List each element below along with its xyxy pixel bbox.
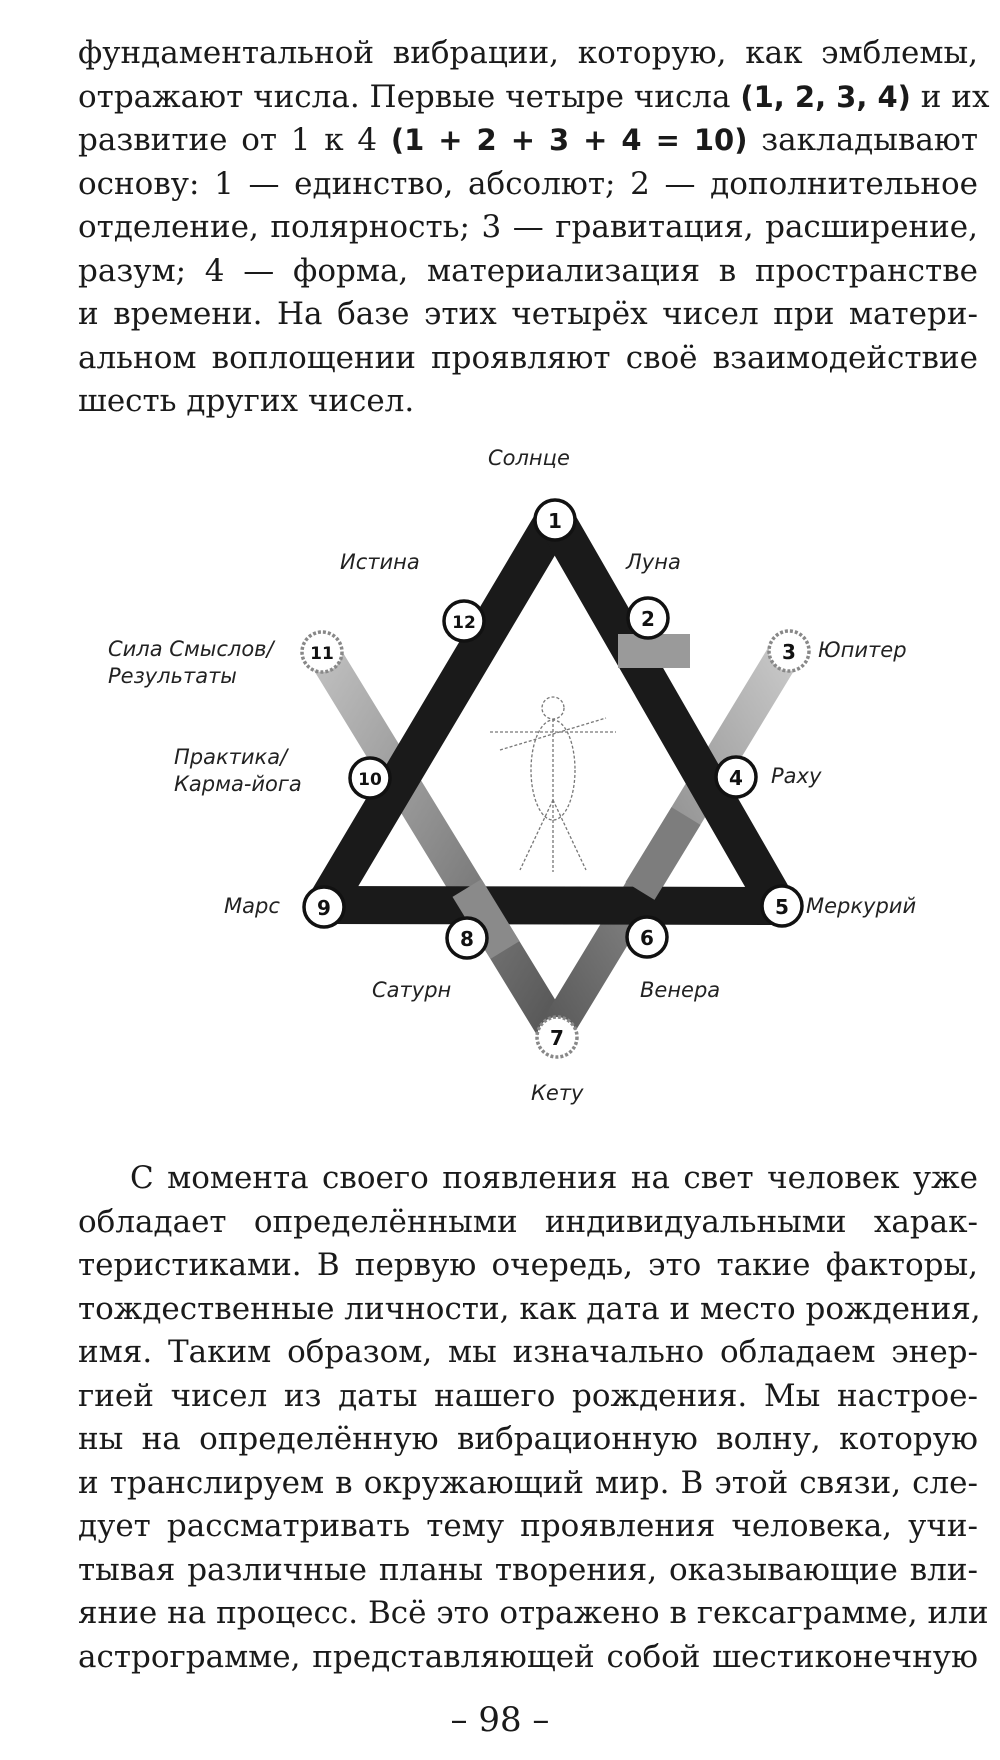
label-saturn: Сатурн — [372, 978, 452, 1002]
text-line: тывая различные планы творения, оказывающие вли- — [78, 1551, 978, 1588]
label-rahu: Раху — [771, 764, 822, 788]
text-line: теристиками. В первую очередь, это такие факторы, — [78, 1247, 978, 1283]
text-line: альном воплощении проявляют своё взаимодействие — [78, 339, 978, 376]
node-9 — [304, 887, 344, 927]
text-line: и транслируем в окружающий мир. В этой связи, сле- — [78, 1464, 978, 1501]
node-number: 6 — [640, 926, 654, 950]
text-line: разум; 4 — форма, материализация в пространстве — [78, 252, 978, 289]
node-number: 9 — [317, 896, 331, 920]
text-fragment: отражают числа. Первые четыре числа — [78, 78, 731, 115]
label-ketu: Кету — [531, 1081, 584, 1105]
text-line: фундаментальной вибрации, которую, как эмблемы, — [78, 35, 978, 71]
label-jupiter: Юпитер — [818, 638, 907, 662]
node-number: 11 — [310, 644, 334, 664]
label-moon: Луна — [626, 550, 681, 574]
text-line: тождественные личности, как дата и место рождения, — [78, 1290, 981, 1327]
node-6 — [627, 917, 667, 957]
hexagram-diagram — [0, 440, 1000, 1120]
text-line: обладает определёнными индивидуальными харак- — [78, 1203, 978, 1240]
text-line: отделение, полярность; 3 — гравитация, расширение, — [78, 209, 978, 245]
node-number: 2 — [641, 607, 655, 631]
node-number: 7 — [550, 1026, 564, 1050]
page-number: – 98 – — [450, 1700, 550, 1740]
bottom-paragraph — [78, 1157, 989, 1679]
node-12 — [444, 601, 484, 641]
bold-numbers: (1, 2, 3, 4) — [740, 79, 911, 114]
node-8 — [447, 918, 487, 958]
label-venus: Венера — [640, 978, 721, 1002]
label-sun: Солнце — [488, 446, 570, 470]
text-fragment: развитие от 1 к 4 — [78, 122, 378, 158]
node-number: 3 — [782, 640, 796, 664]
node-number: 1 — [548, 509, 562, 533]
node-number: 4 — [729, 766, 743, 790]
label-power-of-meanings — [108, 636, 274, 690]
label-practice-line2: Карма-йога — [174, 772, 302, 796]
text-line: имя. Таким образом, мы изначально обладаем энер- — [78, 1334, 978, 1370]
hexagram-figure — [0, 440, 1000, 1120]
text-line: яние на процесс. Всё это отражено в гексаграмме, или — [78, 1595, 989, 1631]
node-2 — [628, 598, 668, 638]
text-line: основу: 1 — единство, абсолют; 2 — дополнительное — [78, 165, 978, 202]
label-power-line1: Сила Смыслов/ — [108, 637, 274, 661]
text-line — [78, 76, 990, 120]
text-fragment: и их — [920, 78, 990, 115]
text-line: дует рассматривать тему проявления человека, учи- — [78, 1508, 978, 1544]
up-triangle-bottom-edge — [325, 905, 778, 906]
downward-triangle — [322, 651, 786, 1032]
text-line: шесть других чисел. — [78, 383, 415, 419]
text-line: гией чисел из даты нашего рождения. Мы настрое- — [78, 1377, 978, 1414]
label-mercury: Меркурий — [806, 894, 917, 918]
text-line — [78, 119, 978, 163]
text-line: и времени. На базе этих четырёх чисел при матери- — [78, 296, 978, 332]
bold-sum: (1 + 2 + 3 + 4 = 10) — [390, 123, 748, 157]
top-paragraph — [78, 32, 990, 424]
label-practice-line1: Практика/ — [174, 745, 288, 769]
node-10 — [350, 758, 390, 798]
text-line: ны на определённую вибрационную волну, которую — [78, 1421, 978, 1457]
label-practice — [174, 744, 302, 798]
label-truth: Истина — [340, 550, 420, 574]
text-line: астрограмме, представляющей собой шестиконечную — [78, 1638, 978, 1675]
label-mars: Марс — [224, 894, 280, 918]
text-line: С момента своего появления на свет человек уже — [130, 1160, 978, 1196]
node-number: 5 — [775, 895, 789, 919]
node-5 — [762, 886, 802, 926]
node-number: 10 — [358, 770, 382, 790]
node-3 — [769, 631, 809, 671]
node-7 — [537, 1017, 577, 1057]
label-power-line2: Результаты — [108, 664, 237, 688]
upward-triangle — [325, 518, 778, 906]
text-fragment: закладывают — [761, 122, 979, 158]
node-number: 12 — [452, 613, 476, 633]
node-4 — [716, 757, 756, 797]
node-1 — [535, 500, 575, 540]
node-11 — [302, 632, 342, 672]
node-number: 8 — [460, 927, 474, 951]
vitruvian-man-sketch — [490, 697, 616, 872]
